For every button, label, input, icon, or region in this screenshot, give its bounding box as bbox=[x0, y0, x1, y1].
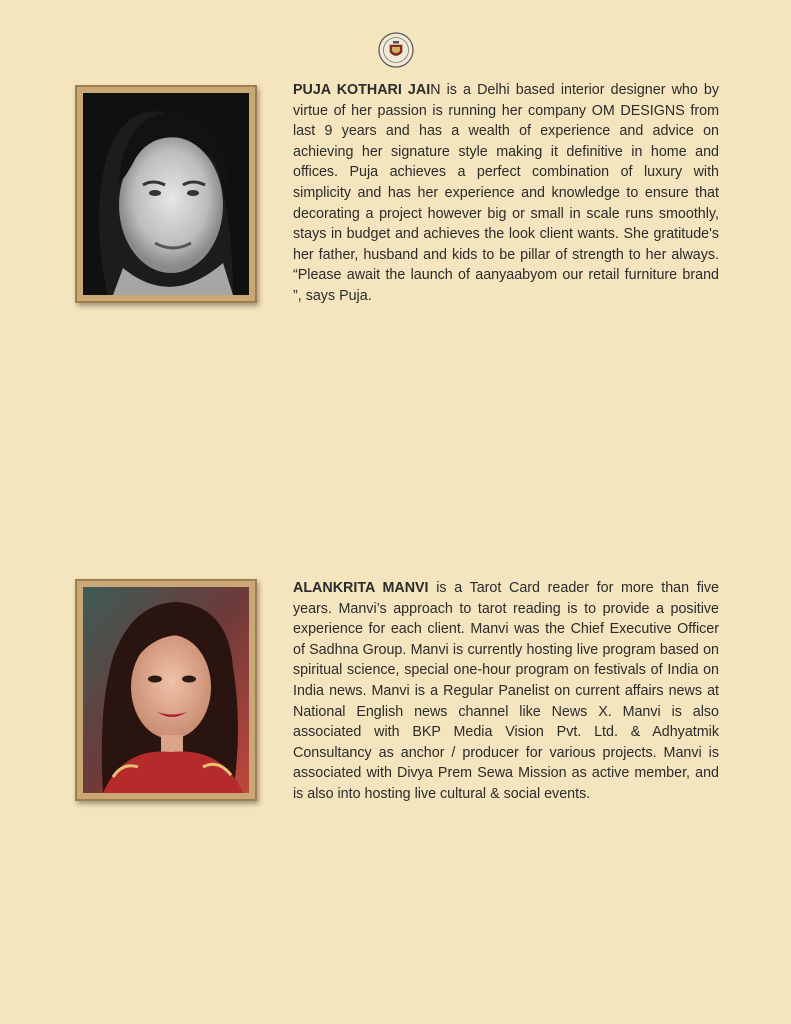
portrait-photo-puja bbox=[83, 93, 249, 295]
profile-photo-frame-puja bbox=[75, 85, 257, 303]
bio-name-puja: PUJA KOTHARI JAI bbox=[293, 82, 431, 98]
bio-body-alankrita: is a Tarot Card reader for more than five years. Manvi’s approach to tarot reading is to provide a positive experience for each client. Manvi was the Chief Executive Officer of Sadhna Group. Manvi is currently hosting live program based on spiritual science, special one-hour program on festivals of India on India news. Manvi is a Regular Panelist on current affairs news at National English news channel like News X. Manvi is also associated with BKP Media Vision Pvt. Ltd. & Adhyatmik Consultancy as anchor / producer for various projects. Manvi is associated with Divya Prem Sewa Mission as active member, and is also into hosting live cultural & social events. bbox=[293, 580, 719, 802]
bio-name-alankrita: ALANKRITA MANVI bbox=[293, 580, 429, 596]
portrait-photo-alankrita bbox=[83, 587, 249, 793]
bio-text-alankrita bbox=[293, 578, 719, 805]
bio-text-puja bbox=[293, 80, 719, 307]
profile-photo-frame-alankrita bbox=[75, 579, 257, 801]
seal-logo-icon bbox=[378, 32, 414, 68]
bio-body-puja: N is a Delhi based interior designer who by virtue of her passion is running her company OM DESIGNS from last 9 years and has a wealth of experience and advice on achieving her signature style making it definitive in home and offices. Puja achieves a perfect combination of luxury with simplicity and has her experience and knowledge to ensure that decorating a project however big or small in scale runs smoothly, stays in budget and achieves the look client wants. She gratitude's her father, husband and kids to be pillar of strength to her always. “Please await the launch of aanyaabyom our retail furniture brand ”, says Puja. bbox=[293, 82, 719, 304]
